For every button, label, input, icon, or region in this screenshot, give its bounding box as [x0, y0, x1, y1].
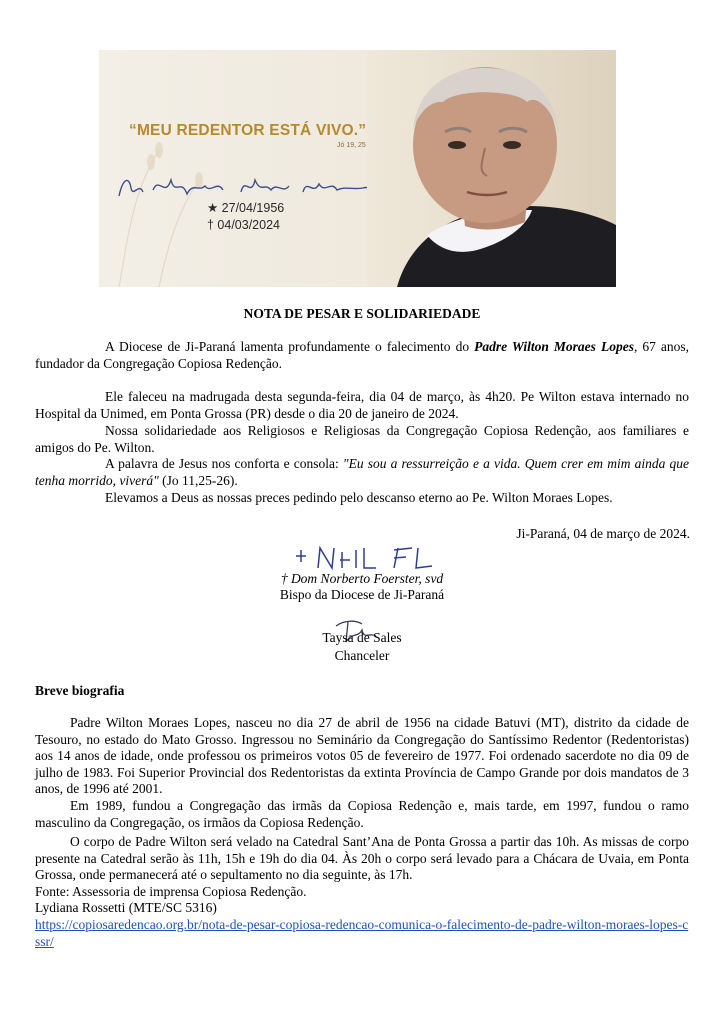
chancellor-name: Taysa de Sales — [322, 630, 402, 645]
bishop-signature — [290, 542, 440, 572]
handwritten-signature — [113, 168, 383, 204]
place-date: Ji-Paraná, 04 de março de 2024. — [516, 526, 690, 541]
bio-paragraph-1: Padre Wilton Moraes Lopes, nasceu no dia 27 de abril de 1956 na cidade Batuvi (MT), distrito da cidade de Tesouro, no estado do Mato Grosso. Ingressou no Seminário da Congregação do Santíssimo Redentor (Redentoristas) aos 14 anos de idade, onde professou os primeiros votos 05 de fevereiro de 1977. Foi ordenado sacerdote no dia 09 de julho de 1983. Foi Superior Provincial dos Redentoristas da extinta Província de Campo Grande por dois mandatos de 3 anos, de 1996 até 2001. — [35, 715, 689, 797]
death-date: † 04/03/2024 — [207, 218, 280, 232]
source-link[interactable]: https://copiosaredencao.org.br/nota-de-pesar-copiosa-redencao-comunica-o-falecimento-de-padre-wilton-moraes-lopes-cssr/ — [35, 917, 689, 949]
chancellor-role: Chanceler — [334, 648, 390, 663]
banner-quote-reference: Jó 19, 25 — [337, 142, 366, 149]
p4-text-before: A palavra de Jesus nos conforta e consola: — [105, 456, 343, 471]
banner-dates — [207, 200, 284, 234]
paragraph-gospel — [35, 456, 689, 489]
priest-portrait — [367, 50, 616, 287]
p1-text-before: A Diocese de Ji-Paraná lamenta profundamente o falecimento do — [105, 339, 475, 354]
author-line: Lydiana Rossetti (MTE/SC 5316) — [35, 900, 217, 915]
p1-text-after: , 67 anos, fundador da Congregação Copiosa Redenção. — [35, 339, 690, 371]
bio-paragraph-2: Em 1989, fundou a Congregação das irmãs da Copiosa Redenção e, mais tarde, em 1997, fundou o ramo masculino da Congregação, os irmãos da Copiosa Redenção. — [35, 798, 689, 830]
paragraph-condolence — [35, 339, 689, 372]
bishop-name — [0, 571, 724, 587]
gospel-quote: "Eu sou a ressurreição e a vida. Quem crer em mim ainda que tenha morrido, viverá" — [35, 456, 689, 488]
deceased-name: Padre Wilton Moraes Lopes — [474, 339, 634, 354]
page-title: NOTA DE PESAR E SOLIDARIEDADE — [243, 306, 481, 321]
p4-text-after: (Jo 11,25-26). — [158, 472, 238, 488]
bishop-role: Bispo da Diocese de Ji-Paraná — [279, 587, 445, 602]
paragraph-solidarity: Nossa solidariedade aos Religiosos e Religiosas da Congregação Copiosa Redenção, aos familiares e amigos do Pe. Wilton. — [35, 423, 689, 455]
paragraph-death-details: Ele faleceu na madrugada desta segunda-feira, dia 04 de março, às 4h20. Pe Wilton estava internado no Hospital da Unimed, em Ponta Grossa (PR) desde o dia 20 de janeiro de 2024. — [35, 389, 689, 421]
memorial-banner — [99, 50, 616, 287]
biography-heading: Breve biografia — [35, 683, 125, 698]
paragraph-prayer: Elevamos a Deus as nossas preces pedindo pelo descanso eterno ao Pe. Wilton Moraes Lopes. — [105, 490, 613, 505]
banner-quote: “MEU REDENTOR ESTÁ VIVO.” — [129, 122, 367, 139]
source-line: Fonte: Assessoria de imprensa Copiosa Redenção. — [35, 884, 307, 899]
birth-date: ★ 27/04/1956 — [207, 201, 285, 215]
source-link-wrapper — [35, 917, 689, 950]
bishop-name-text: † Dom Norberto Foerster, svd — [280, 571, 444, 586]
bio-paragraph-3: O corpo de Padre Wilton será velado na Catedral Sant’Ana de Ponta Grossa a partir das 10h. As missas de corpo presente na Catedral serão às 11h, 15h e 19h do dia 04. Às 20h o corpo será levado para a Chácara de Uvaia, em Ponta Grossa, onde permanecerá até o sepultamento no dia seguinte, às 17h. — [35, 834, 689, 883]
